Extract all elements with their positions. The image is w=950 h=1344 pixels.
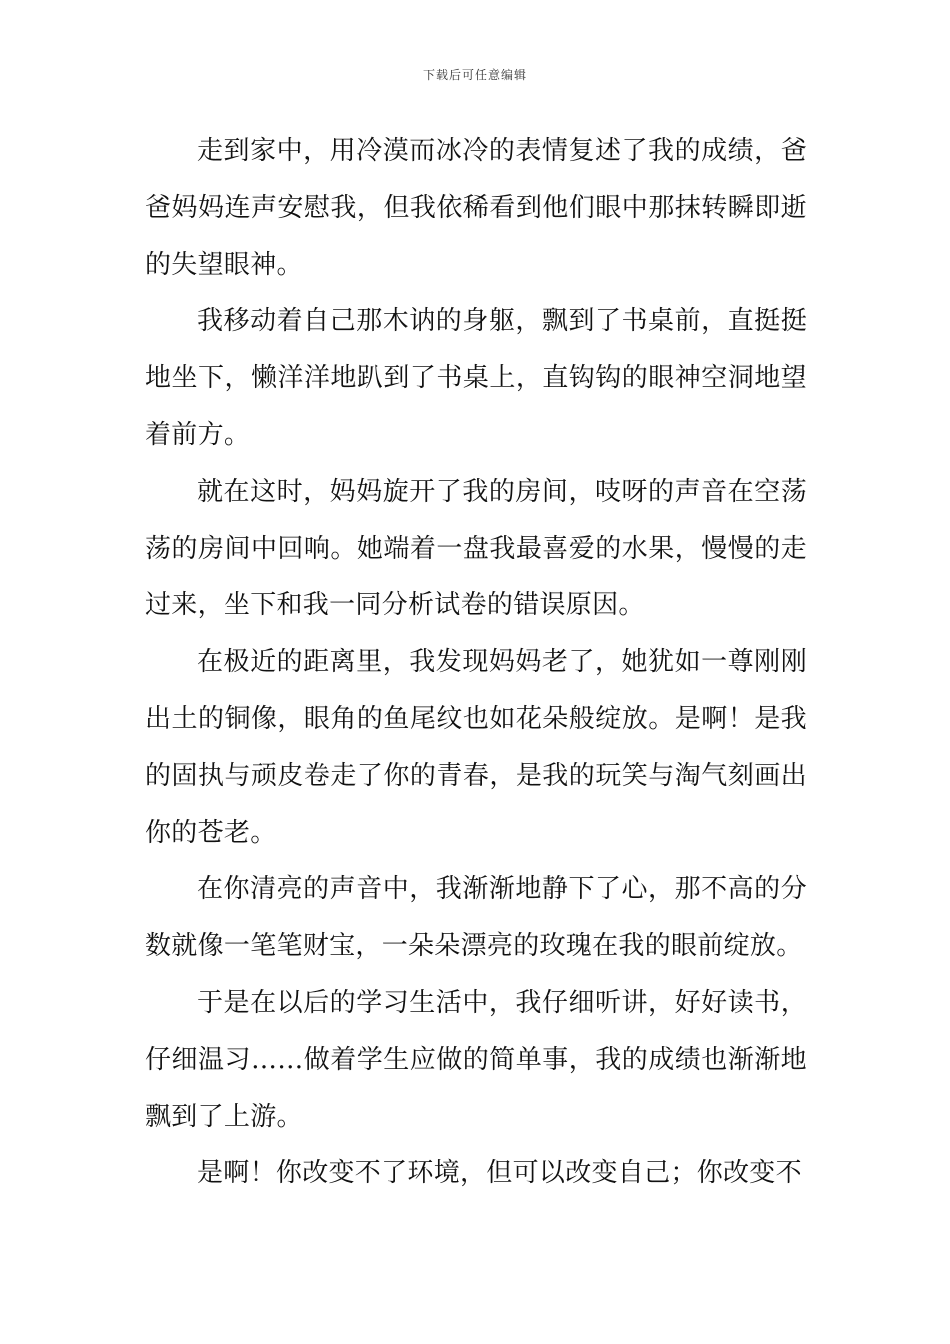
body-text [145, 123, 807, 1202]
paragraph: 就在这时，妈妈旋开了我的房间，吱呀的声音在空荡荡的房间中回响。她端着一盘我最喜爱的水果，慢慢的走过来，坐下和我一同分析试卷的错误原因。 [145, 476, 807, 621]
paragraph: 是啊！你改变不了环境，但可以改变自己；你改变不 [197, 1158, 802, 1189]
paragraph: 走到家中，用冷漠而冰冷的表情复述了我的成绩，爸爸妈妈连声安慰我，但我依稀看到他们眼中那抹转瞬即逝的失望眼神。 [145, 136, 807, 280]
paragraph: 在极近的距离里，我发现妈妈老了，她犹如一尊刚刚出土的铜像，眼角的鱼尾纹也如花朵般绽放。是啊！是我的固执与顽皮卷走了你的青春，是我的玩笑与淘气刻画出你的苍老。 [145, 647, 807, 848]
header-note: 下载后可任意编辑 [422, 68, 527, 82]
paragraph: 在你清亮的声音中，我渐渐地静下了心，那不高的分数就像一笔笔财宝，一朵朵漂亮的玫瑰在我的眼前绽放。 [145, 874, 807, 962]
paragraph: 我移动着自己那木讷的身躯，飘到了书桌前，直挺挺地坐下，懒洋洋地趴到了书桌上，直钩钩的眼神空洞地望着前方。 [145, 306, 807, 450]
paragraph: 于是在以后的学习生活中，我仔细听讲，好好读书，仔细温习……做着学生应做的简单事，我的成绩也渐渐地飘到了上游。 [145, 987, 807, 1132]
